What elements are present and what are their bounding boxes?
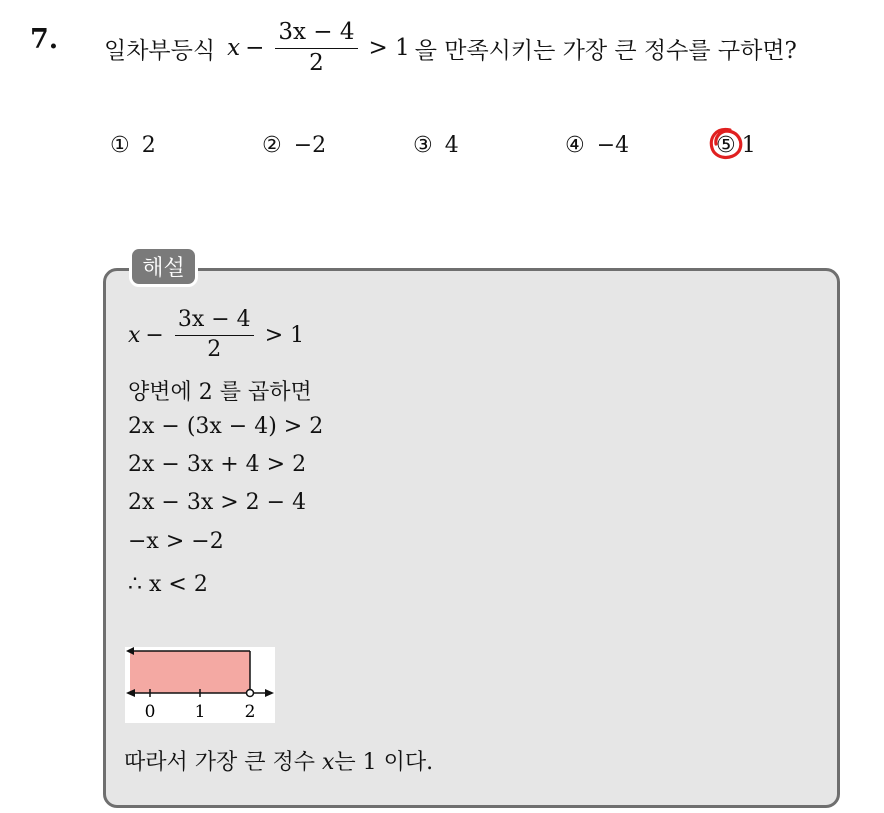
question-suffix: 을 만족시키는 가장 큰 정수를 구하면?: [414, 37, 797, 64]
option-marker: ⑤: [716, 133, 736, 158]
conclusion-before: 따라서 가장 큰 정수: [124, 750, 315, 775]
open-endpoint: [247, 690, 254, 697]
question-fraction: [275, 20, 357, 76]
question-number: 7.: [30, 24, 59, 55]
option-3[interactable]: [413, 133, 459, 158]
question-var-x: x: [227, 35, 241, 61]
question-prefix: 일차부등식: [104, 37, 216, 64]
number-line: [125, 647, 275, 723]
solution-step-5: ∴ x < 2: [128, 572, 208, 597]
solution-step-2: 2x − 3x + 4 > 2: [128, 452, 307, 477]
solution-step-text: 양변에 2 를 곱하면: [128, 380, 312, 405]
conclusion-var: x: [322, 750, 335, 775]
fraction-denominator: 2: [207, 336, 222, 362]
conclusion-after: 는 1 이다.: [334, 750, 434, 775]
solution-rhs: > 1: [264, 322, 305, 348]
fraction-numerator: 3x − 4: [275, 20, 357, 48]
solution-fraction: [175, 308, 254, 361]
solution-step-4: −x > −2: [128, 529, 224, 554]
tick-label-1: 1: [194, 702, 206, 722]
fraction-numerator: 3x − 4: [175, 308, 254, 335]
option-1[interactable]: [110, 133, 156, 158]
option-value: 1: [741, 133, 756, 158]
question-text: [104, 20, 797, 76]
number-line-shaded-region: [130, 651, 250, 693]
option-4[interactable]: [565, 133, 629, 158]
option-value: 2: [141, 133, 156, 158]
option-marker: ③: [413, 133, 433, 158]
option-value: −2: [293, 133, 327, 158]
option-value: −4: [596, 133, 630, 158]
option-marker: ④: [565, 133, 585, 158]
fraction-denominator: 2: [309, 49, 324, 76]
question-minus: −: [245, 35, 265, 61]
solution-line-1: [128, 305, 309, 365]
tick-label-0: 0: [144, 702, 156, 722]
solution-var-x: x: [128, 322, 141, 348]
solution-step-1: 2x − (3x − 4) > 2: [128, 414, 324, 439]
option-value: 4: [444, 133, 459, 158]
question-rhs: > 1: [368, 35, 410, 61]
option-5[interactable]: [716, 133, 756, 158]
option-marker: ①: [110, 133, 130, 158]
solution-tag: 해설: [129, 246, 198, 287]
axis-right-arrow: [265, 689, 274, 697]
option-2[interactable]: [262, 133, 326, 158]
solution-minus: −: [145, 322, 164, 348]
tick-label-2: 2: [244, 702, 256, 722]
solution-step-3: 2x − 3x > 2 − 4: [128, 490, 307, 515]
solution-conclusion: [124, 745, 433, 776]
option-marker: ②: [262, 133, 282, 158]
